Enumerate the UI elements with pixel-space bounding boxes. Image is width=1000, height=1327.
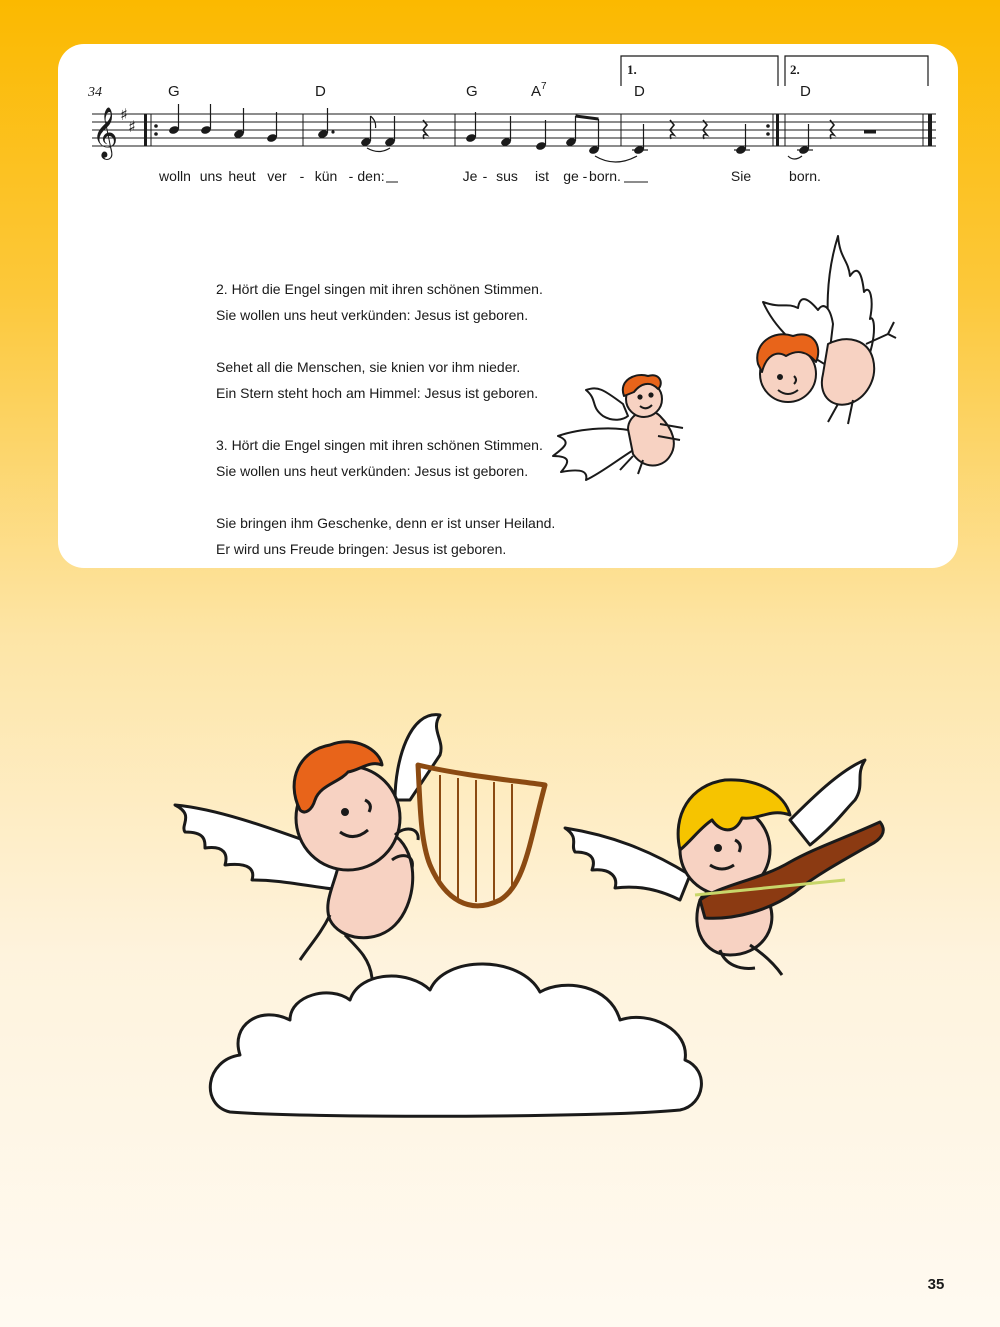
- lyric-syllable: ge: [563, 168, 579, 184]
- lyric-syllable: born.: [789, 168, 821, 184]
- sharp-icon: ♯: [120, 105, 128, 124]
- sharp-icon: ♯: [128, 117, 136, 136]
- lyric-syllable: wolln: [159, 168, 191, 184]
- lyric-hyphen: -: [482, 168, 488, 184]
- verse-line: Sie wollen uns heut verkünden: Jesus ist geboren.: [216, 463, 529, 479]
- lyric-syllable: uns: [199, 168, 223, 184]
- chord-d-1: D: [315, 83, 326, 100]
- lyric-syllable: ver: [267, 168, 287, 184]
- flying-angel-medium-icon: [757, 236, 896, 424]
- lyric-syllable: heut: [228, 168, 256, 184]
- first-ending-label: 1.: [627, 62, 637, 77]
- verse-line: Sehet all die Menschen, sie knien vor ihm nieder.: [216, 359, 521, 375]
- lyric-hyphen: -: [299, 168, 305, 184]
- lyric-syllable: born.: [589, 168, 621, 184]
- measure-number: 34: [88, 85, 102, 100]
- verse-line: Er wird uns Freude bringen: Jesus ist geboren.: [216, 541, 507, 557]
- lyric-hyphen: -: [348, 168, 354, 184]
- lyric-syllable: den:: [357, 168, 385, 184]
- lyric-syllable: kün: [314, 168, 338, 184]
- verse-line: Sie bringen ihm Geschenke, denn er ist unser Heiland.: [216, 515, 556, 531]
- verse-line: Sie wollen uns heut verkünden: Jesus ist geboren.: [216, 307, 529, 323]
- chord-g-2: G: [466, 83, 478, 100]
- flying-angel-small-icon: [553, 375, 683, 480]
- angels-on-cloud-illustration: [0, 600, 1000, 1200]
- lyric-syllable: ist: [535, 168, 549, 184]
- lyric-syllable: sus: [496, 168, 518, 184]
- verse-line: 3. Hört die Engel singen mit ihren schönen Stimmen.: [216, 437, 543, 453]
- song-card: [58, 44, 958, 568]
- second-ending-label: 2.: [790, 62, 800, 77]
- chord-d-2: D: [634, 83, 645, 100]
- violin-angel-icon: [565, 760, 883, 975]
- lyric-syllable: Sie: [730, 168, 752, 184]
- page-number: 35: [927, 1276, 945, 1293]
- verse-line: 2. Hört die Engel singen mit ihren schönen Stimmen.: [216, 281, 543, 297]
- lyric-syllable: Je: [462, 168, 478, 184]
- lyric-hyphen: -: [582, 168, 588, 184]
- harp-angel-icon: [175, 715, 545, 978]
- treble-clef-icon: 𝄞: [92, 107, 119, 158]
- small-angels-illustration: [58, 44, 958, 568]
- chord-a: A: [531, 83, 542, 100]
- verse-line: Ein Stern steht hoch am Himmel: Jesus ist geboren.: [216, 385, 539, 401]
- cloud-icon: [210, 964, 701, 1116]
- chord-d-3: D: [800, 83, 811, 100]
- chord-g-1: G: [168, 83, 180, 100]
- chord-a-superscript: 7: [541, 81, 547, 92]
